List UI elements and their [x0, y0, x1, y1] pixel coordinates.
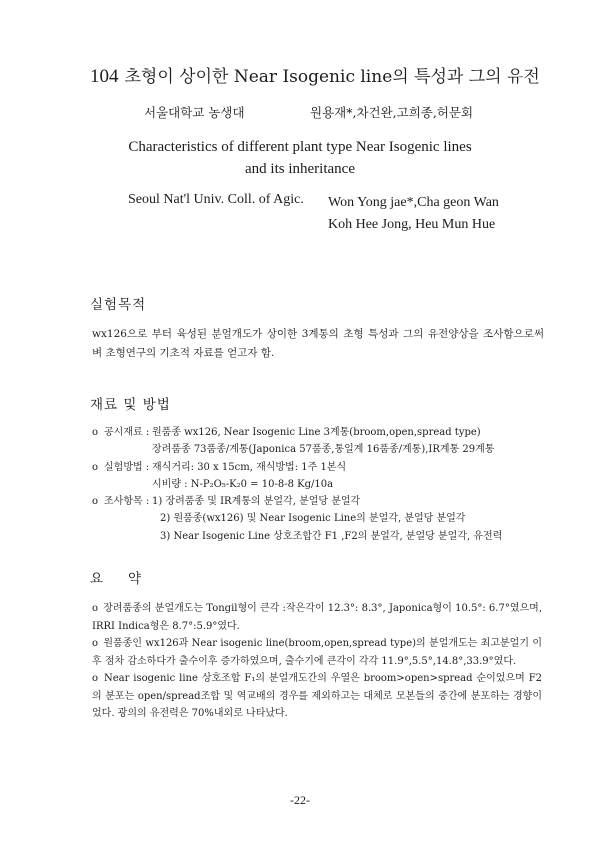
methods-method [92, 459, 502, 476]
method-label: 실험방법 : [104, 461, 150, 473]
summary-item [92, 635, 542, 670]
affiliation-korean: 서울대학교 농생대 [144, 105, 245, 120]
authors-korean: 원용재*,차건완,고희종,허문회 [310, 105, 474, 120]
section-heading-summary [90, 567, 166, 587]
affiliation-english: Seoul Nat'l Univ. Coll. of Agic. [128, 192, 304, 207]
summary-list [92, 600, 542, 723]
method-line1: 재식거리: 30 x 15cm, 재식방법: 1주 1본식 [152, 461, 347, 473]
summary-item [92, 670, 542, 723]
summary-item-2: 원품종인 wx126과 Near isogenic line(broom,open,spread type)의 분얼개도는 최고분얼기 이후 점차 감소하다가 출수이후 증가하였으며, 출수기에 큰각이 각각 11.9°,5.5°,14.8°,33.9°였다. [92, 638, 542, 667]
bullet: o [92, 638, 99, 649]
summary-heading-part2: 약 [128, 571, 143, 587]
summary-item-1: 장려품종의 분얼개도는 Tongil형이 큰각 :작은각이 12.3°: 8.3°, Japonica형이 10.5°: 6.7°였으며, IRRI Indica형은 8.7°:5.9°였다. [92, 603, 542, 632]
bullet: o [92, 461, 99, 473]
methods-materials [92, 424, 502, 441]
title-korean: 초형이 상이한 Near Isogenic line의 특성과 그의 유전 [124, 67, 540, 87]
materials-label: 공시재료 : [104, 427, 150, 438]
title-english-line1: Characteristics of different plant type Near Isogenic lines [128, 139, 472, 155]
abstract-number: 104 [90, 66, 119, 87]
survey-line1: 1) 장려품종 및 IR계통의 분얼각, 분얼당 분얼각 [152, 496, 361, 508]
bullet: o [92, 427, 99, 438]
summary-item-3: Near isogenic line 상호조합 F₁의 분얼개도간의 우열은 broom>open>spread 순이었으며 F2의 분포는 open/spread조합 및 역교배의 경우를 제외하고는 대체로 모본들의 중간에 분포하는 경향이었다. 광의의 유전력은 70%내외로 나타났다. [92, 673, 542, 719]
methods-survey [92, 493, 502, 510]
title-english-line2: and its inheritance [245, 161, 355, 177]
methods-list [92, 424, 502, 545]
survey-label: 조사항목 : [104, 496, 150, 508]
purpose-text: wx126으로 부터 육성된 분얼개도가 상이한 3계통의 초형 특성과 그의 유전양상을 조사함으로써 벼 초형연구의 기초적 자료를 얻고자 함. [92, 328, 544, 359]
title-english [0, 136, 600, 180]
page-number: -22- [290, 793, 310, 807]
materials-line2: 장려품종 73품종/계통(Japonica 57품종,통일계 16품종/계통),IR계통 29계통 [152, 444, 495, 456]
authors-english-line2: Koh Hee Jong, Heu Mun Hue [328, 217, 496, 232]
summary-item [92, 600, 542, 635]
survey-line2: 2) 원품종(wx126) 및 Near Isogenic Line의 분얼각, 분얼당 분얼각 [160, 513, 466, 525]
authors-english [328, 192, 499, 236]
bullet: o [92, 496, 99, 508]
summary-heading-part1: 요 [90, 571, 105, 587]
paper-title [90, 62, 540, 88]
method-line2: 시비량 : N-P₂O₅-K₂0 = 10-8-8 Kg/10a [152, 478, 334, 490]
materials-line1: 원품종 wx126, Near Isogenic Line 3계통(broom,open,spread type) [152, 427, 481, 438]
authors-english-line1: Won Yong jae*,Cha geon Wan [328, 195, 499, 210]
bullet: o [92, 603, 99, 614]
survey-line3: 3) Near Isogenic Line 상호조합간 F1 ,F2의 분얼각, 분얼당 분얼각, 유전력 [160, 530, 503, 542]
bullet: o [92, 673, 99, 684]
section-heading-methods: 재료 및 방법 [90, 397, 171, 413]
section-heading-purpose: 실험목적 [90, 297, 147, 313]
